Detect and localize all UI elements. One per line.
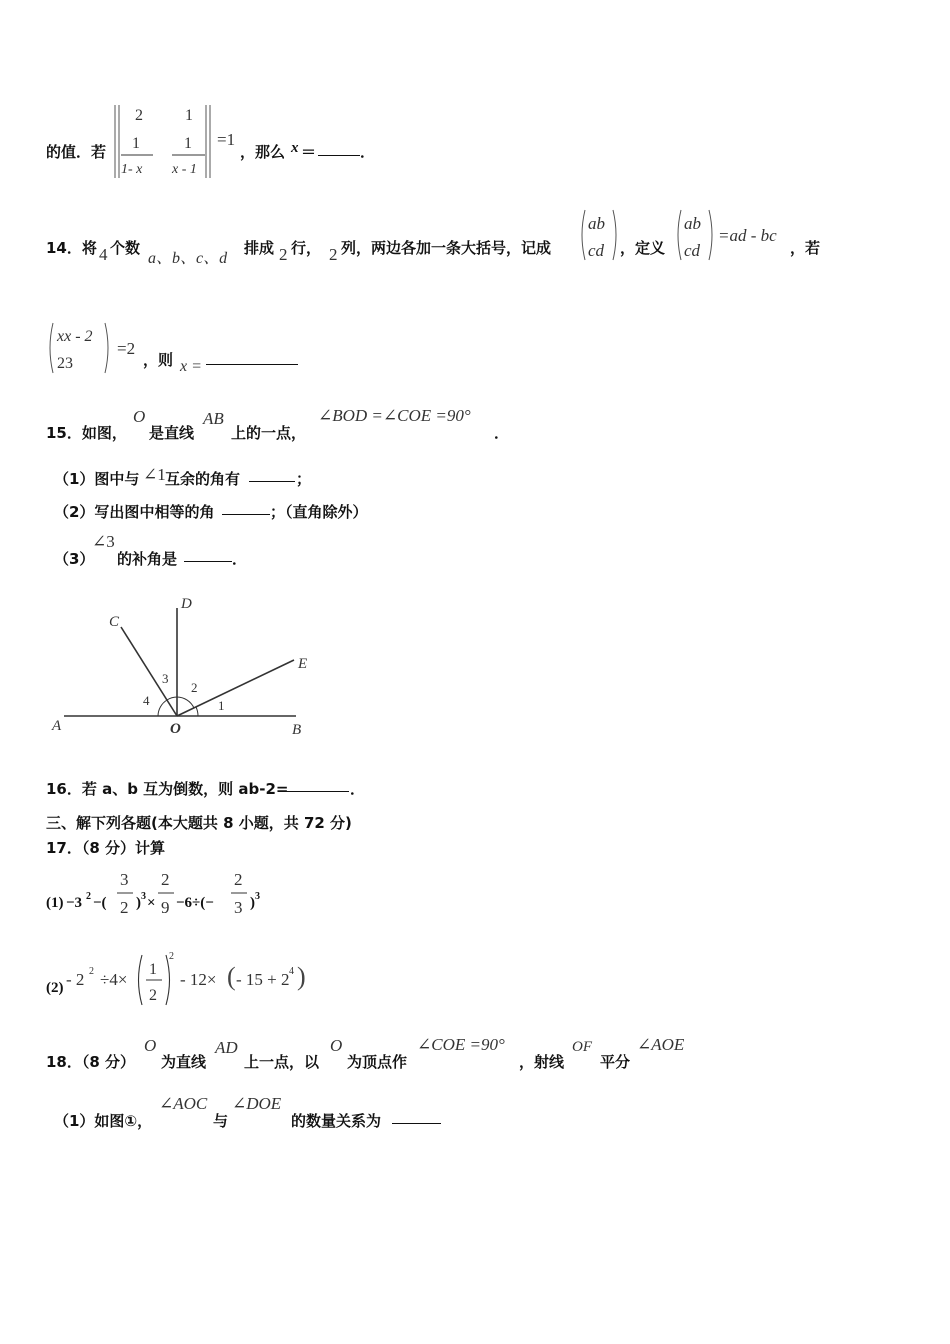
q14-two-b: 2 <box>329 245 338 264</box>
q14-eq: =2 <box>117 339 136 358</box>
q14-four: 4 <box>99 245 108 264</box>
q15-condition: ∠BOD =∠COE =90° <box>318 406 471 425</box>
q13-determinant <box>108 100 218 182</box>
q15-figure <box>40 588 330 748</box>
q18-number: 18．（8 分） <box>46 1053 136 1071</box>
q15-number: 15．如图， <box>46 424 127 442</box>
q17-p2-a: - 2 <box>66 970 85 989</box>
q17-p1-a: −3 <box>66 895 83 911</box>
q18-text4: ，射线 <box>519 1053 565 1071</box>
q15-text1: 是直线 <box>149 424 195 442</box>
q17-p2-open-paren: ( <box>227 962 236 991</box>
point-B-label: B <box>292 722 302 738</box>
q17-p1-f: ) <box>250 895 255 911</box>
q17-header: 17．（8 分）计算 <box>46 839 166 857</box>
q15-p2-end: ；（直角除外） <box>270 503 368 521</box>
q15-text2: 上的一点， <box>231 424 307 442</box>
angle-3-label: 3 <box>162 671 169 686</box>
q18-AOE: ∠AOE <box>637 1035 685 1054</box>
q13-end: ． <box>360 143 376 161</box>
q14-xeq: x = <box>180 358 202 375</box>
q18-text5: 平分 <box>600 1053 631 1071</box>
q17-p2-close-paren: ) <box>297 962 306 991</box>
q15-p1-text: 互余的角有 <box>165 470 241 488</box>
q17-fraction-2-3 <box>230 867 248 919</box>
fraction-num: 3 <box>120 870 129 889</box>
q15-p3-text: 的补角是 <box>117 550 178 568</box>
section-3-title: 三、解下列各题(本大题共 8 小题，共 72 分) <box>46 814 352 832</box>
q18-AD: AD <box>215 1038 238 1057</box>
q17-p1-a-exp: 2 <box>86 891 91 902</box>
q13-r2c1-den: 1- x <box>121 162 143 177</box>
angle-2-arc <box>177 697 194 708</box>
q14-matrix-2-bottom: cd <box>684 241 701 260</box>
q14-text1: 个数 <box>110 239 141 257</box>
q14-matrix-2-top: ab <box>684 214 701 233</box>
q17-p1-label: (1) <box>46 895 64 911</box>
q14-vars: a、b、c、d <box>148 250 228 267</box>
q15-p3-end: ． <box>232 550 248 568</box>
q14-matrix-3-bottom: 23 <box>57 355 73 372</box>
q13-var: x <box>291 140 299 156</box>
q17-p2-label: (2) <box>46 980 64 996</box>
q17-p2-c: - 12× <box>180 970 217 989</box>
q14-matrix-1 <box>578 207 620 263</box>
q17-p2-exp: 2 <box>169 951 174 962</box>
q14-then: ，则 <box>143 351 174 369</box>
q13-prefix: 的值．若 <box>46 143 107 161</box>
angle-4-label: 4 <box>143 693 150 708</box>
q15-p1-label: （1）图中与 <box>54 470 140 488</box>
q14-matrix-1-top: ab <box>588 214 605 233</box>
q14-text2: 排成 <box>244 239 275 257</box>
q13-r2c2-den: x - 1 <box>172 162 197 177</box>
q15-AB: AB <box>203 409 224 428</box>
q17-p1-b: −( <box>93 895 107 911</box>
q15-p2-text: （2）写出图中相等的角 <box>54 503 215 521</box>
q18-O2: O <box>330 1036 343 1055</box>
q13-r1c1: 2 <box>135 107 143 124</box>
q18-text1: 为直线 <box>161 1053 207 1071</box>
q15-p3-blank[interactable] <box>184 547 232 562</box>
q15-p3-angle: ∠3 <box>92 532 115 551</box>
q13-suffix: ，那么 <box>240 143 286 161</box>
q17-p2-d-exp: 4 <box>289 966 294 977</box>
q15-p1-angle: ∠1 <box>143 465 166 484</box>
q13-answer-blank[interactable] <box>318 141 360 156</box>
q18-with: 与 <box>213 1112 229 1130</box>
q17-fraction-3-2 <box>116 867 134 919</box>
point-O-label: O <box>170 721 181 737</box>
q17-p1-c-exp: 3 <box>141 891 146 902</box>
q17-p1-f-exp: 3 <box>255 891 260 902</box>
fraction-num: 2 <box>161 870 170 889</box>
q18-DOE: ∠DOE <box>232 1094 282 1113</box>
q18-AOC: ∠AOC <box>159 1094 208 1113</box>
q18-text3: 为顶点作 <box>347 1053 408 1071</box>
q18-text2: 上一点，以 <box>244 1053 320 1071</box>
q15-end: ． <box>494 424 510 442</box>
q14-definition: =ad - bc <box>718 226 777 245</box>
q17-p1-e: −6÷(− <box>176 895 214 911</box>
point-E-label: E <box>298 656 308 672</box>
q16-text: 16．若 a、b 互为倒数，则 ab-2= <box>46 780 289 798</box>
angle-1-arc <box>196 707 198 716</box>
q14-matrix-3-top: xx - 2 <box>57 328 93 345</box>
q14-text5: ，定义 <box>620 239 666 257</box>
fraction-num: 1 <box>149 961 157 978</box>
q13-eq: =1 <box>217 130 236 149</box>
angle-4-arc <box>158 700 167 716</box>
fraction-den: 2 <box>120 898 129 917</box>
q15-O: O <box>133 407 146 426</box>
q17-p2-a-exp: 2 <box>89 966 94 977</box>
q18-p1-label: （1）如图①， <box>54 1112 153 1130</box>
q18-condition: ∠COE =90° <box>417 1035 505 1054</box>
q14-text4: 列，两边各加一条大括号，记成 <box>341 239 552 257</box>
q16-blank[interactable] <box>285 777 349 792</box>
point-A-label: A <box>52 718 62 734</box>
q15-p2-blank[interactable] <box>222 500 270 515</box>
q13-r1c2: 1 <box>185 107 193 124</box>
q18-p1-blank[interactable] <box>392 1109 441 1124</box>
q17-paren-fraction-1-2 <box>134 952 174 1008</box>
q14-matrix-1-bottom: cd <box>588 241 605 260</box>
q18-p1-text: 的数量关系为 <box>291 1112 382 1130</box>
q17-fraction-2-9 <box>157 867 175 919</box>
q13-r2c1-num: 1 <box>132 135 140 152</box>
q16-end: ． <box>350 780 366 798</box>
q17-p2-b: ÷4× <box>100 970 128 989</box>
q13-eq2: ＝ <box>301 143 317 161</box>
q17-p1-d: × <box>147 895 156 911</box>
fraction-den: 2 <box>149 987 157 1004</box>
q18-OF: OF <box>572 1039 592 1055</box>
q15-p3-label: （3） <box>54 550 95 568</box>
fraction-num: 2 <box>234 870 243 889</box>
q13-r2c2-num: 1 <box>184 135 192 152</box>
point-C-label: C <box>109 614 120 630</box>
q14-two-a: 2 <box>279 245 288 264</box>
q17-p1-c: ) <box>136 895 141 911</box>
q18-O1: O <box>144 1036 157 1055</box>
q15-p1-blank[interactable] <box>249 467 295 482</box>
fraction-den: 9 <box>161 898 170 917</box>
q14-answer-blank[interactable] <box>206 350 298 365</box>
q15-p1-end: ； <box>296 470 312 488</box>
q14-matrix-3 <box>46 320 112 376</box>
q14-number: 14．将 <box>46 239 97 257</box>
angle-3-arc <box>167 697 177 700</box>
q14-text6: ，若 <box>790 239 821 257</box>
angle-2-label: 2 <box>191 680 198 695</box>
q14-matrix-2 <box>674 207 716 263</box>
point-D-label: D <box>181 596 192 612</box>
angle-1-label: 1 <box>218 698 225 713</box>
q17-p2-d: - 15 + 2 <box>236 970 290 989</box>
q14-text3: 行， <box>291 239 322 257</box>
fraction-den: 3 <box>234 898 243 917</box>
